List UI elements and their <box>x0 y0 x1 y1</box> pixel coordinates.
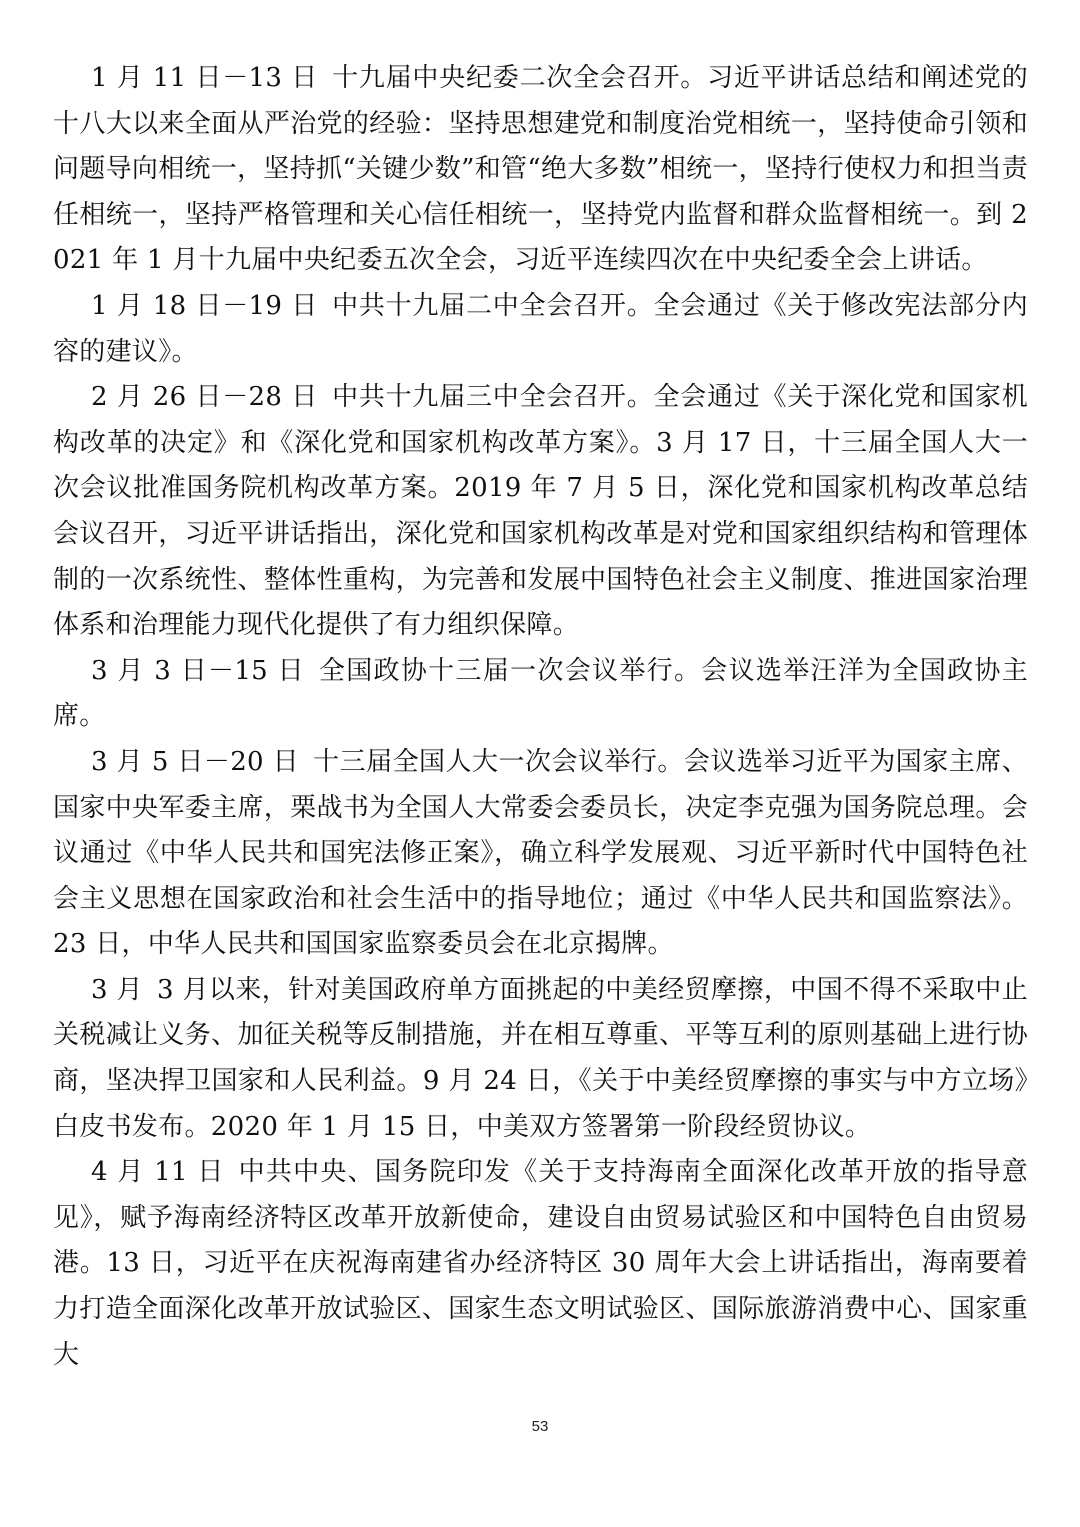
chronicle-entry-4 <box>53 649 1028 740</box>
entry-date: 2 月 26 日－28 日 <box>91 382 319 413</box>
entry-text: 中共十九届三中全会召开。全会通过《关于深化党和国家机构改革的决定》和《深化党和国家机构改革方案》。3 月 17 日，十三届全国人大一次会议批准国务院机构改革方案。2019 年 7 月 5 日，深化党和国家机构改革总结会议召开，习近平讲话指出，深化党和国家机构改革是对党和国家组织结构和管理体制的一次系统性、整体性重构，为完善和发展中国特色社会主义制度、推进国家治理体系和治理能力现代化提供了有力组织保障。 <box>53 382 1029 641</box>
entry-date: 3 月 <box>91 974 143 1005</box>
document-body <box>53 56 1028 1378</box>
entry-text: 全国政协十三届一次会议举行。会议选举汪洋为全国政协主席。 <box>53 655 1028 732</box>
entry-text: 中共十九届二中全会召开。全会通过《关于修改宪法部分内容的建议》。 <box>53 290 1029 367</box>
entry-date: 1 月 18 日－19 日 <box>91 290 319 321</box>
chronicle-entry-3 <box>53 375 1028 649</box>
chronicle-entry-7 <box>53 1150 1028 1378</box>
entry-date: 4 月 11 日 <box>91 1157 225 1188</box>
entry-date: 1 月 11 日－13 日 <box>91 63 319 93</box>
entry-date: 3 月 3 日－15 日 <box>91 655 305 686</box>
entry-date: 3 月 5 日－20 日 <box>91 746 300 777</box>
entry-text: 十三届全国人大一次会议举行。会议选举习近平为国家主席、国家中央军委主席，栗战书为全国人大常委会委员长，决定李克强为国务院总理。会议通过《中华人民共和国宪法修正案》，确立科学发展观、习近平新时代中国特色社会主义思想在国家政治和社会生活中的指导地位；通过《中华人民共和国监察法》。23 日，中华人民共和国国家监察委员会在北京揭牌。 <box>53 746 1029 960</box>
entry-text: 中共中央、国务院印发《关于支持海南全面深化改革开放的指导意见》，赋予海南经济特区改革开放新使命，建设自由贸易试验区和中国特色自由贸易港。13 日，习近平在庆祝海南建省办经济特区 30 周年大会上讲话指出，海南要着力打造全面深化改革开放试验区、国家生态文明试验区、国际旅游消费中心、国家重大 <box>53 1157 1028 1370</box>
page-number: 53 <box>531 1418 549 1435</box>
entry-text: 十九届中央纪委二次全会召开。习近平讲话总结和阐述党的十八大以来全面从严治党的经验：坚持思想建党和制度治党相统一，坚持使命引领和问题导向相统一，坚持抓“关键少数”和管“绝大多数”相统一，坚持行使权力和担当责任相统一，坚持严格管理和关心信任相统一，坚持党内监督和群众监督相统一。到 2021 年 1 月十九届中央纪委五次全会，习近平连续四次在中央纪委全会上讲话。 <box>53 63 1029 276</box>
chronicle-entry-1 <box>53 56 1028 284</box>
entry-text: 3 月以来，针对美国政府单方面挑起的中美经贸摩擦，中国不得不采取中止关税减让义务、加征关税等反制措施，并在相互尊重、平等互利的原则基础上进行协商，坚决捍卫国家和人民利益。9 月 24 日，《关于中美经贸摩擦的事实与中方立场》白皮书发布。2020 年 1 月 15 日，中美双方签署第一阶段经贸协议。 <box>53 974 1028 1142</box>
chronicle-entry-2 <box>53 284 1028 375</box>
chronicle-entry-6 <box>53 968 1028 1150</box>
chronicle-entry-5 <box>53 740 1028 968</box>
